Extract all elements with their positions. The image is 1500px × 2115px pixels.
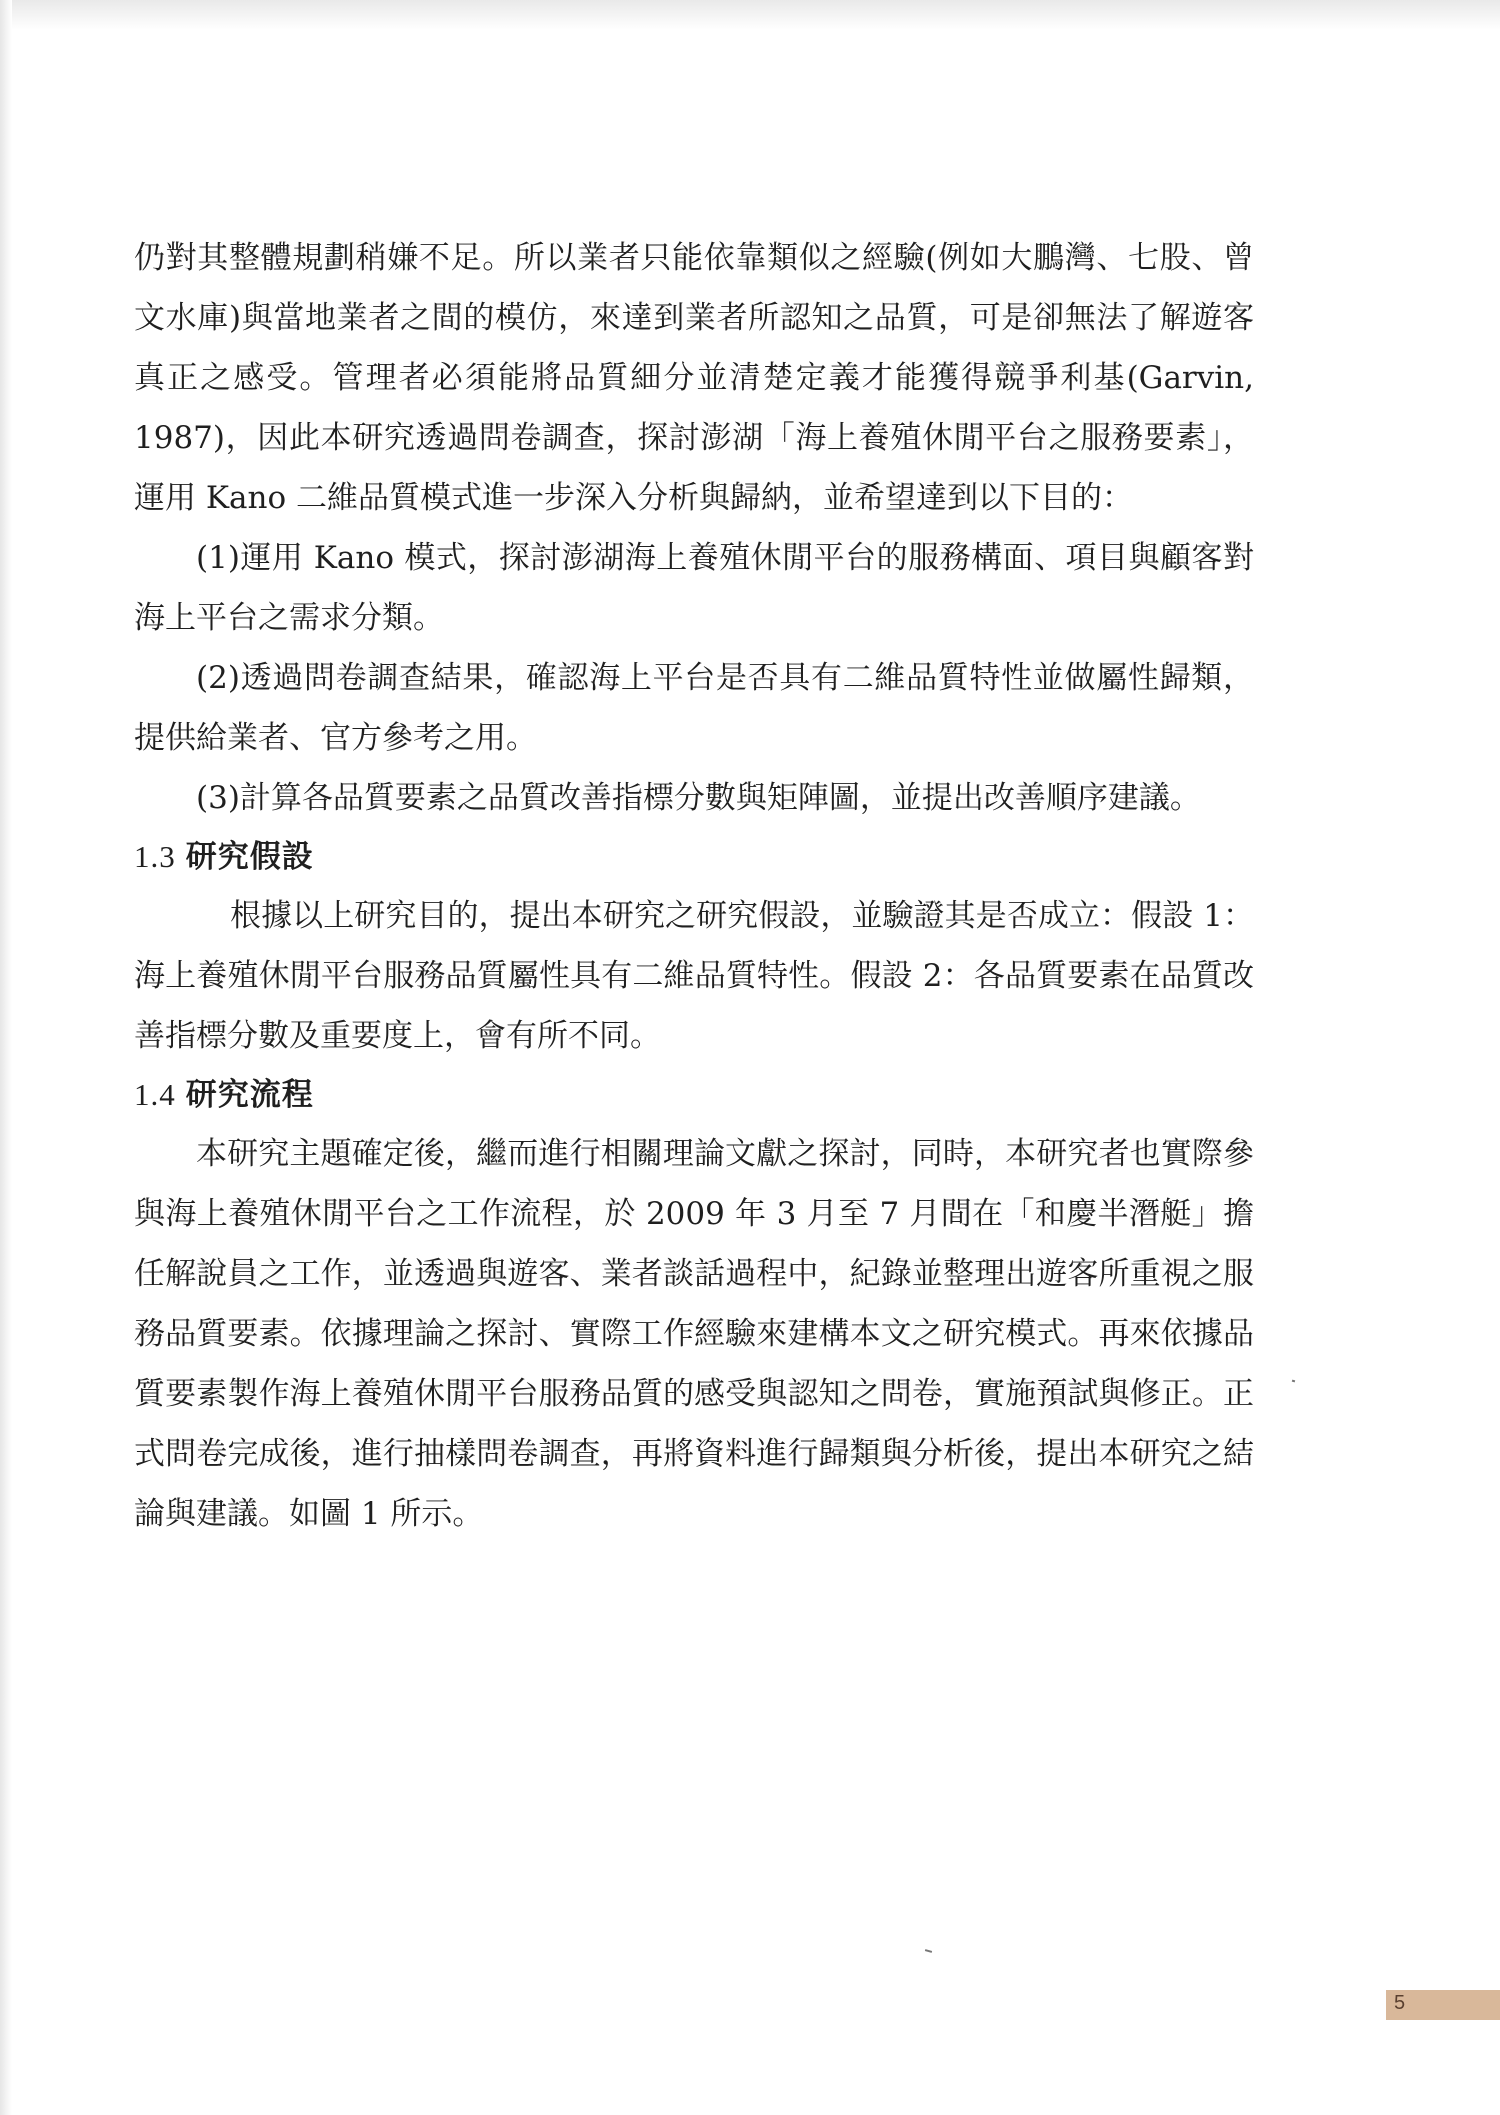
page-number-tab <box>1386 1990 1500 2020</box>
document-page <box>134 228 1254 1544</box>
section-number: 1.3 <box>134 839 176 874</box>
scan-speck <box>1292 1380 1295 1383</box>
objective-item-2: (2)透過問卷調查結果，確認海上平台是否具有二維品質特性並做屬性歸類，提供給業者、官方參考之用。 <box>134 660 1254 756</box>
intro-paragraph: 仍對其整體規劃稍嫌不足。所以業者只能依靠類似之經驗(例如大鵬灣、七股、曾文水庫)與當地業者之間的模仿，來達到業者所認知之品質，可是卻無法了解遊客真正之感受。管理者必須能將品質細分並清楚定義才能獲得競爭利基(Garvin, 1987)，因此本研究透過問卷調查，探討澎湖「海上養殖休閒平台之服務要素」，運用 Kano 二維品質模式進一步深入分析與歸納，並希望達到以下目的： <box>134 240 1254 516</box>
section-heading-1-4 <box>134 1066 1254 1124</box>
section-heading-1-3 <box>134 828 1254 886</box>
objective-item-3: (3)計算各品質要素之品質改善指標分數與矩陣圖，並提出改善順序建議。 <box>196 780 1201 816</box>
scan-top-edge <box>0 0 1500 30</box>
research-process-paragraph: 本研究主題確定後，繼而進行相關理論文獻之探討，同時，本研究者也實際參與海上養殖休閒平台之工作流程，於 2009 年 3 月至 7 月間在「和慶半潛艇」擔任解說員之工作，並透過與遊客、業者談話過程中，紀錄並整理出遊客所重視之服務品質要素。依據理論之探討、實際工作經驗來建構本文之研究模式。再來依據品質要素製作海上養殖休閒平台服務品質的感受與認知之問卷，實施預試與修正。正式問卷完成後，進行抽樣問卷調查，再將資料進行歸類與分析後，提出本研究之結論與建議。如圖 1 所示。 <box>134 1136 1254 1532</box>
objective-item-1: (1)運用 Kano 模式，探討澎湖海上養殖休閒平台的服務構面、項目與顧客對海上平台之需求分類。 <box>134 540 1254 636</box>
section-title: 研究流程 <box>185 1077 314 1113</box>
page-number: 5 <box>1394 1992 1406 2014</box>
section-title: 研究假設 <box>185 839 314 875</box>
scan-speck <box>925 1949 932 1953</box>
scan-left-edge <box>0 0 12 2115</box>
section-number: 1.4 <box>134 1077 176 1112</box>
hypothesis-paragraph: 根據以上研究目的，提出本研究之研究假設，並驗證其是否成立：假設 1：海上養殖休閒平台服務品質屬性具有二維品質特性。假設 2：各品質要素在品質改善指標分數及重要度上，會有所不同。 <box>134 898 1254 1054</box>
